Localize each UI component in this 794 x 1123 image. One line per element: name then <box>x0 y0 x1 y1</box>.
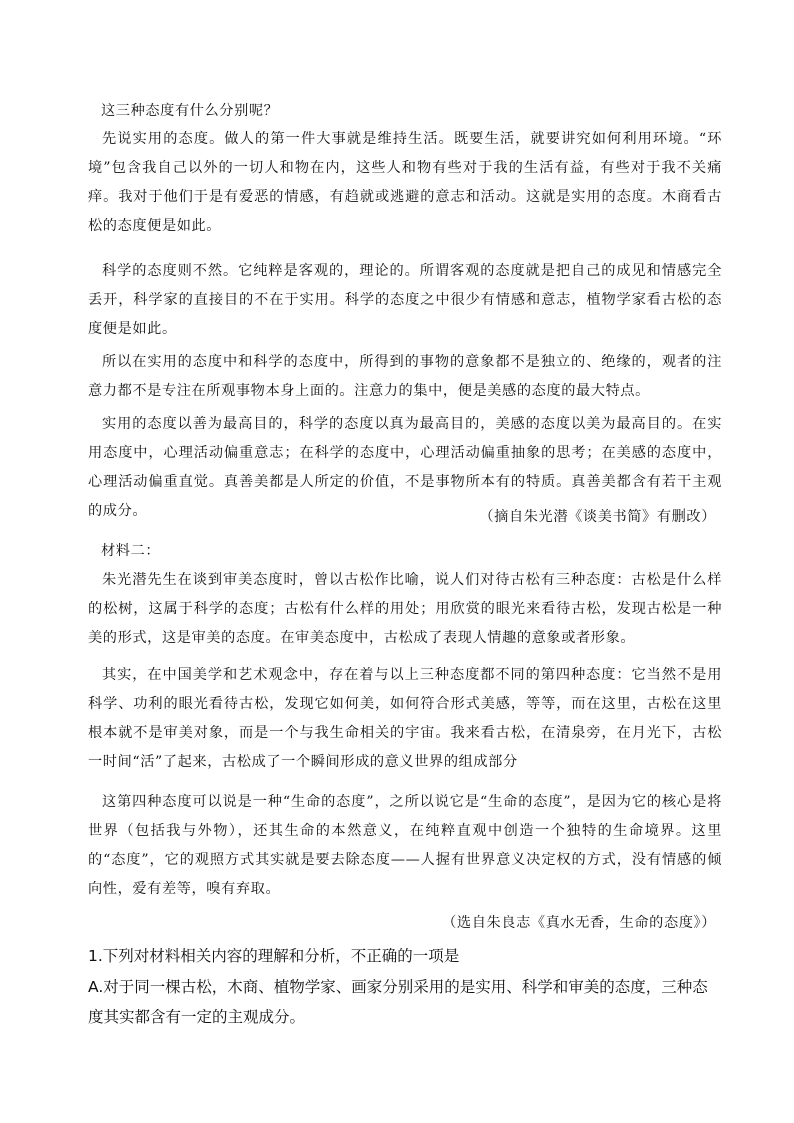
material2-source: （选自朱良志《真水无香，生命的态度》） <box>442 915 716 931</box>
material2-paragraph-1: 朱光潜先生在谈到审美态度时，曾以古松作比喻，说人们对待古松有三种态度：古松是什么样的松树，这属于科学的态度；古松有什么样的用处；用欣赏的眼光来看待古松，发现古松是一种美的形式，这是审美的态度。在审美态度中，古松成了表现人情趣的意象或者形象。 <box>88 572 722 646</box>
material1-source: （摘自朱光潜《谈美书简》有删改） <box>479 509 716 525</box>
material1-question-line: 这三种态度有什么分别呢？ <box>101 103 279 119</box>
question-option-a: A.对于同一棵古松，木商、植物学家、画家分别采用的是实用、科学和审美的态度，三种态度其实都含有一定的主观成分。 <box>88 978 708 1026</box>
material2-paragraph-2: 其实，在中国美学和艺术观念中，存在着与以上三种态度都不同的第四种态度：它当然不是用科学、功利的眼光看待古松，发现它如何美，如何符合形式美感，等等，而在这里，古松在这里根本就不是审美对象，而是一个与我生命相关的宇宙。我来看古松，在清泉旁，在月光下，古松一时间“活”了起来，古松成了一个瞬间形成的意义世界的组成部分 <box>88 667 722 770</box>
material1-paragraph-attention: 所以在实用的态度中和科学的态度中，所得到的事物的意象都不是独立的、绝缘的，观者的注意力都不是专注在所观事物本身上面的。注意力的集中，便是美感的态度的最大特点。 <box>88 354 722 399</box>
material2-heading: 材料二： <box>101 543 161 559</box>
material1-paragraph-scientific: 科学的态度则不然。它纯粹是客观的，理论的。所谓客观的态度就是把自己的成见和情感完全丢开，科学家的直接目的不在于实用。科学的态度之中很少有情感和意志，植物学家看古松的态度便是如此。 <box>88 263 722 337</box>
question-stem: 1.下列对材料相关内容的理解和分析，不正确的一项是 <box>88 947 460 965</box>
material1-paragraph-practical: 先说实用的态度。做人的第一件大事就是维持生活。既要生活，就要讲究如何利用环境。“环境”包含我自己以外的一切人和物在内，这些人和物有些对于我的生活有益，有些对于我不关痛痒。我对于他们于是有爱恶的情感，有趋就或逃避的意志和活动。这就是实用的态度。木商看古松的态度便是如此。 <box>88 131 722 234</box>
material2-paragraph-3: 这第四种态度可以说是一种“生命的态度”，之所以说它是“生命的态度”，是因为它的核心是将世界（包括我与外物），还其生命的本然意义，在纯粹直观中创造一个独特的生命境界。这里的“态度”，它的观照方式其实就是要去除态度——人握有世界意义决定权的方式，没有情感的倾向性，爱有差等，嗅有弃取。 <box>88 794 722 897</box>
material1-paragraph-values: 实用的态度以善为最高目的，科学的态度以真为最高目的，美感的态度以美为最高目的。在实用态度中，心理活动偏重意志；在科学的态度中，心理活动偏重抽象的思考；在美感的态度中，心理活动偏重直觉。真善美都是人所定的价值，不是事物所本有的特质。真善美都含有若干主观的成分。 <box>88 416 722 519</box>
